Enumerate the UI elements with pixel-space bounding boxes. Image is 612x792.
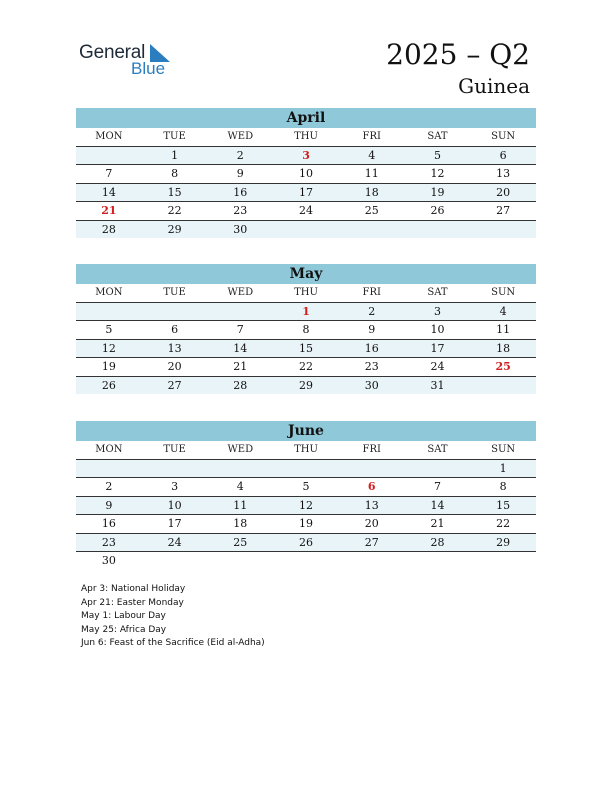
day-cell: 12 — [430, 167, 445, 180]
day-cell: 10 — [167, 498, 182, 512]
day-cell — [207, 552, 273, 570]
day-cell: 2 — [368, 304, 376, 318]
day-cell: 20 — [496, 185, 511, 199]
day-cell: 13 — [496, 167, 511, 180]
day-cell: 30 — [364, 378, 379, 392]
brand-logo — [79, 40, 189, 80]
day-cell — [76, 147, 142, 165]
month-june — [76, 421, 536, 570]
week-row — [76, 221, 536, 239]
week-row — [76, 534, 536, 553]
weekday-label: FRI — [362, 287, 381, 298]
day-cell: 5 — [302, 480, 310, 493]
day-cell: 16 — [101, 517, 116, 530]
day-cell: 21 — [430, 517, 445, 530]
day-cell: 26 — [101, 378, 116, 392]
day-cell: 22 — [167, 204, 182, 217]
day-cell: 14 — [430, 498, 445, 512]
weekday-label: TUE — [163, 444, 186, 455]
day-cell: 3 — [171, 480, 179, 493]
country-name: Guinea — [458, 74, 530, 98]
holiday-note: Jun 6: Feast of the Sacrifice (Eid al-Adha) — [81, 638, 265, 648]
day-cell: 23 — [364, 360, 379, 373]
day-cell: 31 — [430, 378, 445, 392]
day-cell — [470, 377, 536, 395]
day-cell: 24 — [430, 360, 445, 373]
day-cell: 4 — [368, 148, 376, 162]
day-cell: 19 — [299, 517, 314, 530]
day-cell: 9 — [368, 323, 376, 336]
day-cell: 27 — [364, 535, 379, 549]
brand-name-blue: Blue — [131, 59, 166, 78]
weekday-row — [76, 441, 536, 460]
day-cell: 20 — [364, 517, 379, 530]
day-cell: 22 — [496, 517, 511, 530]
day-cell: 18 — [364, 185, 379, 199]
day-cell: 26 — [299, 535, 314, 549]
day-cell — [470, 221, 536, 239]
day-cell: 2 — [105, 480, 113, 493]
day-cell: 28 — [101, 222, 116, 236]
week-row — [76, 165, 536, 184]
day-cell: 19 — [101, 360, 116, 373]
day-cell: 17 — [299, 185, 314, 199]
day-cell: 11 — [364, 167, 379, 180]
day-cell: 23 — [101, 535, 116, 549]
day-cell: 24 — [299, 204, 314, 217]
holiday-note: Apr 21: Easter Monday — [81, 597, 184, 608]
day-cell — [339, 221, 405, 239]
weekday-label: WED — [227, 444, 254, 455]
day-cell: 28 — [233, 378, 248, 392]
week-row — [76, 340, 536, 359]
holiday-day-cell: 6 — [367, 480, 376, 493]
week-row — [76, 321, 536, 340]
day-cell: 12 — [299, 498, 314, 512]
holiday-day-cell: 25 — [495, 360, 511, 373]
week-row — [76, 303, 536, 322]
day-cell: 30 — [101, 554, 116, 567]
weekday-label: SUN — [491, 287, 516, 298]
day-cell: 8 — [171, 167, 179, 180]
weekday-label: SUN — [491, 131, 516, 142]
day-cell — [273, 221, 339, 239]
week-row — [76, 184, 536, 203]
day-cell: 24 — [167, 535, 182, 549]
day-cell: 13 — [364, 498, 379, 512]
day-cell — [339, 552, 405, 570]
weekday-label: FRI — [362, 131, 381, 142]
day-cell: 20 — [167, 360, 182, 373]
week-row — [76, 515, 536, 534]
day-cell: 14 — [101, 185, 116, 199]
day-cell — [142, 460, 208, 478]
day-cell: 1 — [499, 461, 507, 475]
month-header: June — [76, 421, 536, 441]
day-cell: 29 — [299, 378, 314, 392]
day-cell — [207, 303, 273, 321]
day-cell: 8 — [302, 323, 310, 336]
holiday-day-cell: 3 — [302, 148, 310, 162]
day-cell: 5 — [433, 148, 441, 162]
week-row — [76, 358, 536, 377]
day-cell: 6 — [171, 323, 179, 336]
day-cell: 25 — [233, 535, 248, 549]
weekday-label: SAT — [427, 444, 448, 455]
holiday-notes — [81, 583, 265, 651]
day-cell — [76, 303, 142, 321]
day-cell: 18 — [496, 341, 511, 355]
day-cell: 9 — [236, 167, 244, 180]
day-cell — [405, 460, 471, 478]
month-header: April — [76, 108, 536, 128]
day-cell: 7 — [433, 480, 441, 493]
day-cell: 17 — [167, 517, 182, 530]
month-april — [76, 108, 536, 238]
holiday-day-cell: 21 — [101, 204, 117, 217]
weekday-label: MON — [95, 287, 123, 298]
day-cell: 10 — [299, 167, 314, 180]
day-cell: 21 — [233, 360, 248, 373]
day-cell: 17 — [430, 341, 445, 355]
weekday-label: TUE — [163, 287, 186, 298]
day-cell: 27 — [496, 204, 511, 217]
day-cell: 15 — [299, 341, 314, 355]
day-cell — [142, 303, 208, 321]
day-cell — [142, 552, 208, 570]
day-cell: 14 — [233, 341, 248, 355]
day-cell: 18 — [233, 517, 248, 530]
day-cell — [470, 552, 536, 570]
weekday-label: SAT — [427, 131, 448, 142]
day-cell — [273, 460, 339, 478]
day-cell: 9 — [105, 498, 113, 512]
day-cell: 6 — [499, 148, 507, 162]
weekday-label: WED — [227, 131, 254, 142]
weekday-label: SAT — [427, 287, 448, 298]
day-cell: 13 — [167, 341, 182, 355]
day-cell: 29 — [167, 222, 182, 236]
day-cell: 5 — [105, 323, 113, 336]
brand-name-general: General — [79, 42, 146, 63]
month-header: May — [76, 264, 536, 284]
day-cell: 15 — [496, 498, 511, 512]
day-cell — [339, 460, 405, 478]
day-cell: 4 — [236, 480, 244, 493]
week-row — [76, 497, 536, 516]
weekday-label: TUE — [163, 131, 186, 142]
holiday-day-cell: 1 — [302, 304, 310, 318]
weekday-label: WED — [227, 287, 254, 298]
day-cell: 11 — [496, 323, 511, 336]
day-cell: 26 — [430, 204, 445, 217]
day-cell: 25 — [364, 204, 379, 217]
day-cell: 7 — [105, 167, 113, 180]
weekday-label: THU — [294, 444, 318, 455]
day-cell: 2 — [236, 148, 244, 162]
day-cell: 30 — [233, 222, 248, 236]
weekday-label: MON — [95, 131, 123, 142]
weekday-label: THU — [294, 287, 318, 298]
day-cell: 28 — [430, 535, 445, 549]
weekday-label: MON — [95, 444, 123, 455]
day-cell: 23 — [233, 204, 248, 217]
day-cell: 16 — [233, 185, 248, 199]
day-cell: 7 — [236, 323, 244, 336]
holiday-note: Apr 3: National Holiday — [81, 584, 186, 594]
day-cell — [273, 552, 339, 570]
weekday-label: SUN — [491, 444, 516, 455]
day-cell: 22 — [299, 360, 314, 373]
day-cell: 15 — [167, 185, 182, 199]
day-cell — [405, 221, 471, 239]
day-cell: 3 — [433, 304, 441, 318]
day-cell: 19 — [430, 185, 445, 199]
week-row — [76, 552, 536, 570]
week-row — [76, 478, 536, 497]
day-cell: 1 — [171, 148, 179, 162]
day-cell: 8 — [499, 480, 507, 493]
day-cell: 27 — [167, 378, 182, 392]
week-row — [76, 460, 536, 479]
weekday-label: THU — [294, 131, 318, 142]
day-cell: 11 — [233, 498, 248, 512]
week-row — [76, 377, 536, 395]
weekday-row — [76, 128, 536, 147]
day-cell: 4 — [499, 304, 507, 318]
week-row — [76, 147, 536, 166]
day-cell — [405, 552, 471, 570]
holiday-note: May 1: Labour Day — [81, 611, 166, 621]
month-may — [76, 264, 536, 394]
day-cell — [76, 460, 142, 478]
holiday-note: May 25: Africa Day — [81, 624, 167, 635]
week-row — [76, 202, 536, 221]
quarter-title: 2025 – Q2 — [386, 38, 530, 71]
day-cell — [207, 460, 273, 478]
day-cell: 16 — [364, 341, 379, 355]
day-cell: 29 — [496, 535, 511, 549]
day-cell: 12 — [101, 341, 116, 355]
weekday-row — [76, 284, 536, 303]
day-cell: 10 — [430, 323, 445, 336]
weekday-label: FRI — [362, 444, 381, 455]
